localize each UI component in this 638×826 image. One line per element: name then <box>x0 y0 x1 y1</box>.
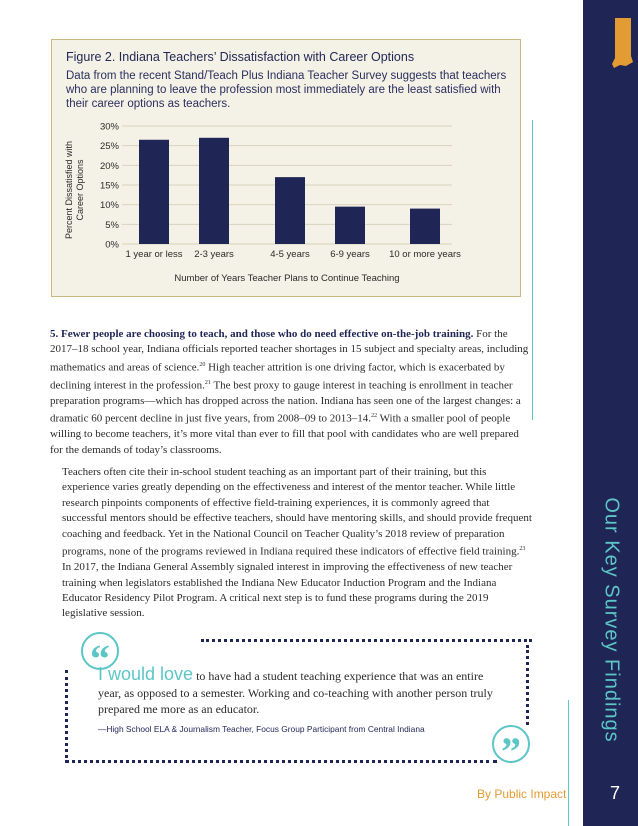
byline: By Public Impact <box>477 787 567 801</box>
quote-border-left <box>65 670 68 758</box>
quote-body <box>98 666 508 718</box>
section-title: Our Key Survey Findings <box>600 497 623 743</box>
footnote-ref: 23 <box>519 546 526 553</box>
quote-text: to have had a student teaching experience that was an entire year, as opposed to a semester. Working and co-teaching with another person truly prepared me more as an educator. <box>98 669 493 716</box>
bar <box>275 177 305 244</box>
page-number: 7 <box>609 783 620 803</box>
x-tick-label: 6-9 years <box>330 249 370 260</box>
y-axis-label-line: Career Options <box>75 159 85 221</box>
x-tick-label: 10 or more years <box>389 249 461 260</box>
y-axis-label <box>64 141 85 239</box>
bar <box>199 138 229 244</box>
bar <box>335 207 365 244</box>
y-tick-label: 10% <box>99 200 119 212</box>
y-tick-label: 5% <box>105 219 119 231</box>
quote-attribution: —High School ELA & Journalism Teacher, Focus Group Participant from Central Indiana <box>98 723 425 734</box>
sidebar-band <box>583 0 638 826</box>
paragraph-6 <box>62 465 532 622</box>
paragraph-5-lead: 5. Fewer people are choosing to teach, and those who do need effective on-the-job training. <box>50 328 474 340</box>
bar-chart <box>52 40 522 298</box>
paragraph-5 <box>50 327 530 458</box>
figure-box <box>51 39 521 297</box>
decorative-divider-line <box>532 120 533 420</box>
y-tick-label: 20% <box>99 160 119 172</box>
y-axis-label-line: Percent Dissatisfied with <box>64 140 74 240</box>
x-tick-label: 2-3 years <box>194 249 234 260</box>
quote-border-right <box>526 645 529 725</box>
y-tick-label: 30% <box>99 121 119 133</box>
footnote-ref: 20 <box>199 361 206 368</box>
x-tick-label: 1 year or less <box>125 249 183 260</box>
figure-description: Data from the recent Stand/Teach Plus Indiana Teacher Survey suggests that teachers who are planning to leave the profession most immediately are the least satisfied with their career options as teachers. <box>66 70 507 110</box>
x-axis-label: Number of Years Teacher Plans to Continue Teaching <box>174 273 400 284</box>
quote-border-bottom <box>65 760 497 767</box>
paragraph-6-text: Teachers often cite their in-school student teaching as an important part of their training, but this experience varies greatly depending on the effectiveness and interest of the mentor teacher. While little research pinpoints components of effective field-training experiences, it is commonly agreed that successful mentors should be effective teachers, should have mentoring skills, and should provide frequent coaching and feedback. Yet in the National Council on Teacher Quality’s 2018 review of preparation programs, none of the programs reviewed in Indiana required these indicators of effective field training. <box>62 466 532 558</box>
footnote-ref: 22 <box>371 413 378 420</box>
figure-title: Figure 2. Indiana Teachers’ Dissatisfaction with Career Options <box>66 50 415 64</box>
bar <box>139 140 169 244</box>
paragraph-5-text: For the 2017–18 school year, Indiana officials reported teacher shortages in 15 subject and specialty areas, including mathematics and areas of science. <box>50 328 529 374</box>
y-tick-label: 15% <box>99 180 119 192</box>
paragraph-5-text: High teacher attrition is one driving factor, which is exacerbated by declining interest in the profession. <box>50 361 505 392</box>
y-tick-label: 0% <box>105 239 119 251</box>
paragraph-5-text: The best proxy to gauge interest in teaching is enrollment in teacher preparation programs—which has dropped across the nation. Indiana has seen one of the largest changes: a dramatic 60 percent decline in just five years, from 2008–09 to 2013–14. <box>50 379 521 425</box>
x-tick-label: 4-5 years <box>270 249 310 260</box>
bar <box>410 209 440 244</box>
quote-border-top <box>201 639 532 646</box>
close-quote-icon: ” <box>492 725 530 763</box>
open-quote-icon: “ <box>81 632 119 670</box>
pull-quote <box>98 666 508 734</box>
paragraph-6-text: In 2017, the Indiana General Assembly signaled interest in improving the effectiveness of new teacher training when legislators established the Indiana New Educator Induction Program and the Indiana Educator Residency Pilot Program. A critical next step is to fund these programs during the 2019 legislative session. <box>62 561 513 620</box>
decorative-divider-line <box>568 700 569 826</box>
indiana-state-icon <box>612 18 634 68</box>
footnote-ref: 21 <box>204 379 211 386</box>
quote-lead: I would love <box>98 664 194 684</box>
paragraph-5-text: With a smaller pool of people willing to become teachers, it’s more vital than ever to fill that pool with candidates who are well prepared for the demands of today’s classrooms. <box>50 413 519 456</box>
y-tick-label: 25% <box>99 141 119 153</box>
